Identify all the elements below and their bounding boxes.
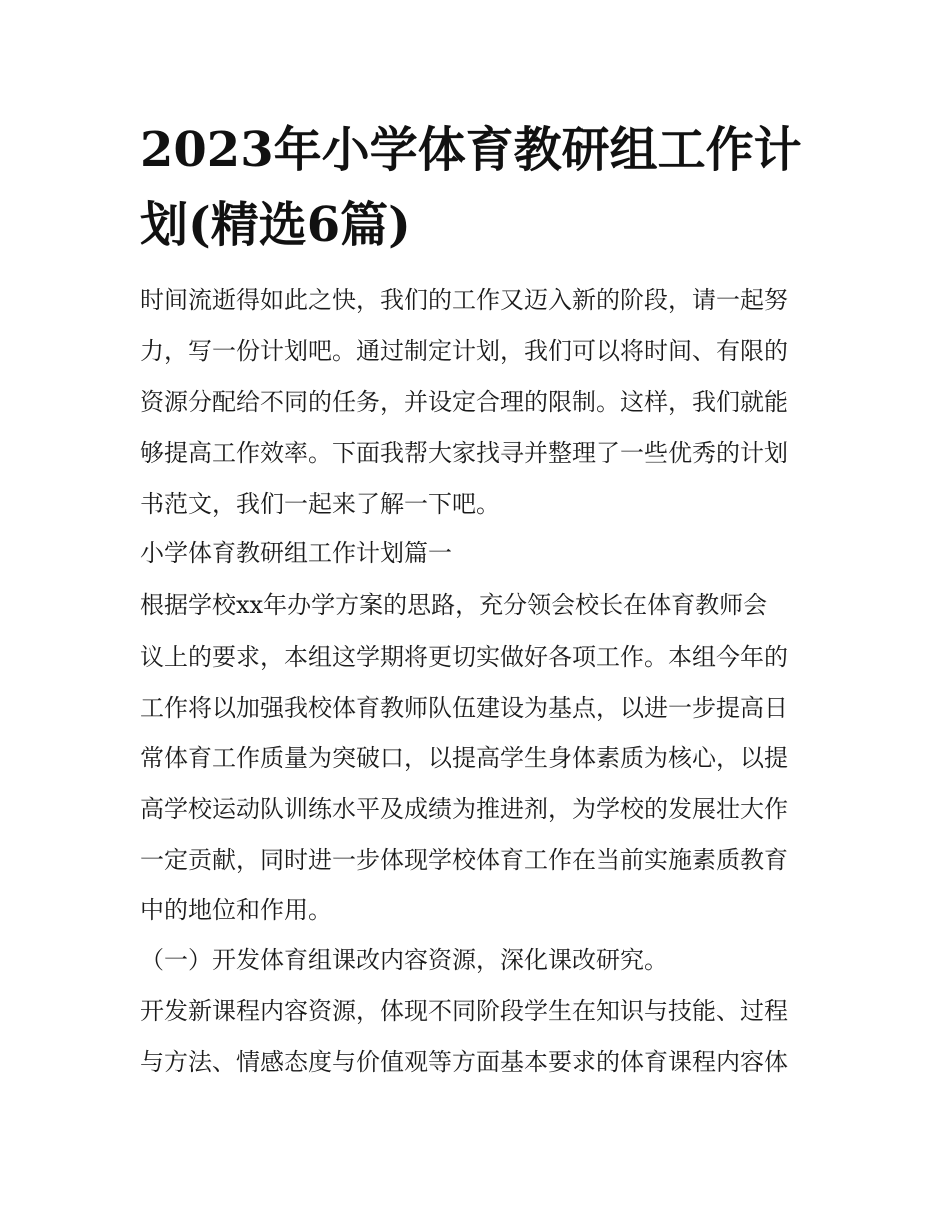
- intro-line-4: 够提高工作效率。下面我帮大家找寻并整理了一些优秀的计划: [140, 439, 788, 467]
- intro-line-3: 资源分配给不同的任务，并设定合理的限制。这样，我们就能: [140, 388, 788, 416]
- intro-line-1: 时间流逝得如此之快，我们的工作又迈入新的阶段，请一起努: [140, 286, 788, 314]
- body-line-4: 常体育工作质量为突破口，以提高学生身体素质为核心，以提: [140, 744, 788, 772]
- body-line-2: 议上的要求，本组这学期将更切实做好各项工作。本组今年的: [140, 643, 788, 671]
- intro-line-2: 力，写一份计划吧。通过制定计划，我们可以将时间、有限的: [140, 337, 788, 365]
- document-title: 2023年小学体育教研组工作计划(精选6篇): [140, 122, 802, 253]
- section-heading-1: 小学体育教研组工作计划篇一: [140, 539, 452, 567]
- subsection-heading-1: （一）开发体育组课改内容资源，深化课改研究。: [140, 946, 668, 974]
- body-line-7: 中的地位和作用。: [140, 896, 332, 924]
- body-line-8: 开发新课程内容资源，体现不同阶段学生在知识与技能、过程: [140, 997, 788, 1025]
- body-line-5: 高学校运动队训练水平及成绩为推进剂，为学校的发展壮大作: [140, 795, 788, 823]
- intro-line-5: 书范文，我们一起来了解一下吧。: [140, 490, 500, 518]
- body-line-6: 一定贡献，同时进一步体现学校体育工作在当前实施素质教育: [140, 846, 788, 874]
- body-line-1: 根据学校xx年办学方案的思路，充分领会校长在体育教师会: [140, 591, 768, 619]
- body-line-9: 与方法、情感态度与价值观等方面基本要求的体育课程内容体: [140, 1048, 788, 1076]
- body-line-3: 工作将以加强我校体育教师队伍建设为基点，以进一步提高日: [140, 694, 788, 722]
